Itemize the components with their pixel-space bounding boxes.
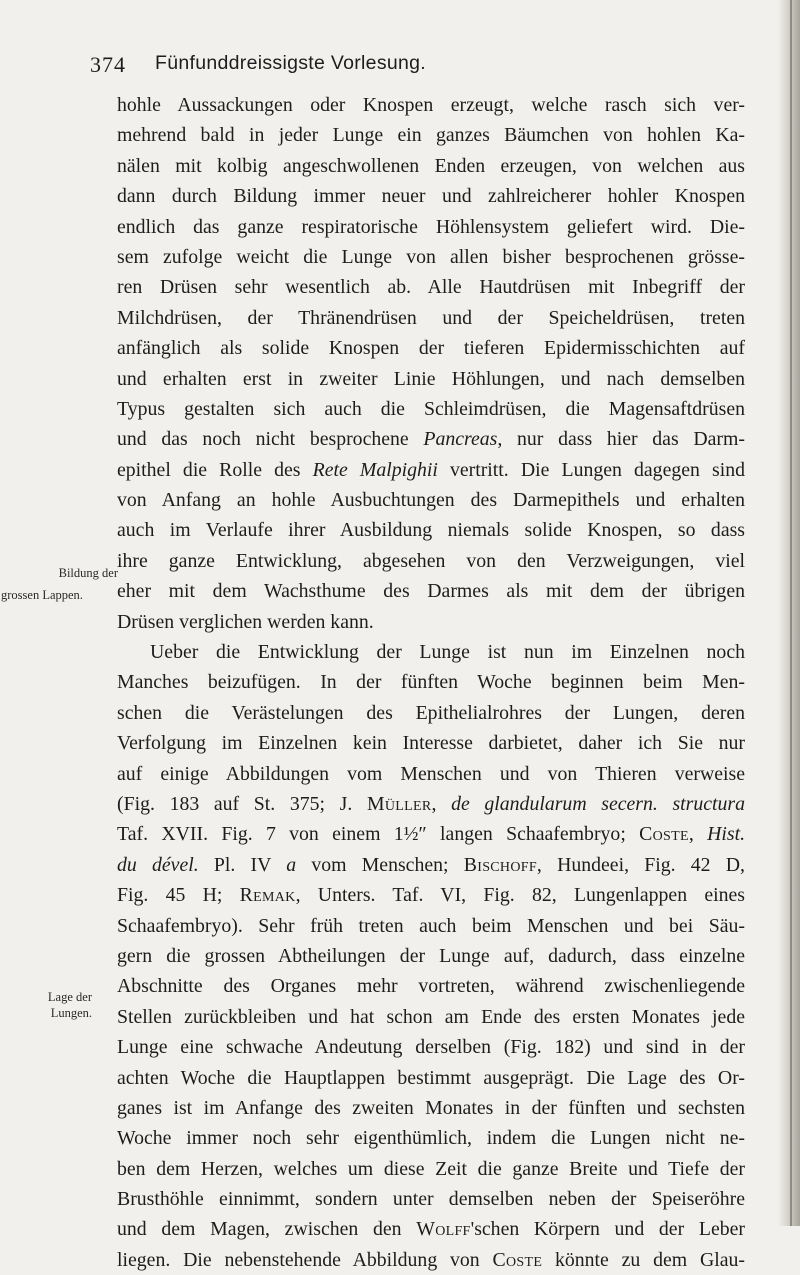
text-segment: eher mit dem Wachsthume des Darmes als mit dem der übrigen — [117, 580, 745, 603]
text-line — [117, 151, 745, 181]
text-segment: gern die grossen Abtheilungen der Lunge auf, dadurch, dass einzelne — [117, 944, 745, 967]
text-segment: , Unters. Taf. VI, Fig. 82, Lungenlappen eines — [295, 884, 745, 907]
text-segment: nälen mit kolbig angeschwollenen Enden erzeugen, von welchen aus — [117, 154, 745, 177]
text-segment: sem zufolge weicht die Lunge von allen bisher besprochenen grösse- — [117, 245, 745, 268]
text-line — [117, 242, 745, 272]
author-name: Müller — [366, 792, 432, 815]
text-line — [117, 1002, 745, 1032]
body-text — [117, 90, 745, 1275]
text-segment: , Hundeei, Fig. 42 D, — [536, 853, 745, 876]
text-line — [117, 759, 745, 789]
text-line — [117, 455, 745, 485]
text-segment: und dem Magen, zwischen den — [117, 1218, 417, 1241]
author-name: Bischoff — [463, 853, 537, 876]
page-number: 374 — [90, 52, 126, 77]
text-segment: 'schen Körpern und der Leber — [470, 1218, 745, 1241]
text-line — [117, 637, 745, 667]
margin-note-lage — [10, 990, 92, 1005]
text-segment: schen die Verästelungen des Epithelialrohres der Lungen, deren — [117, 701, 745, 724]
author-name: Remak — [239, 884, 296, 907]
text-segment: dann durch Bildung immer neuer und zahlreicherer hohler Knospen — [117, 185, 745, 208]
text-segment: Verfolgung im Einzelnen kein Interesse darbietet, daher ich Sie nur — [117, 732, 745, 755]
text-line — [117, 424, 745, 454]
text-segment: , — [431, 792, 452, 815]
text-segment: ganes ist im Anfange des zweiten Monates in der fünften und sechsten — [117, 1096, 745, 1119]
text-segment: achten Woche die Hauptlappen bestimmt ausgeprägt. Die Lage des Or- — [117, 1066, 745, 1089]
text-line — [117, 1093, 745, 1123]
italic-term: Hist. — [707, 823, 746, 846]
italic-term: Rete Malpighii — [312, 458, 438, 481]
author-name: Wolff — [416, 1218, 471, 1241]
text-segment: Pl. IV — [198, 853, 287, 876]
text-segment: ren Drüsen sehr wesentlich ab. Alle Hautdrüsen mit Inbegriff der — [117, 276, 745, 299]
text-segment: mehrend bald in jeder Lunge ein ganzes Bäumchen von hohlen Ka- — [117, 124, 745, 147]
text-line — [117, 90, 745, 120]
text-line — [117, 485, 745, 515]
text-segment: Abschnitte des Organes mehr vortreten, während zwischenliegende — [117, 975, 745, 998]
text-segment: vertritt. Die Lungen dagegen sind — [437, 458, 745, 481]
text-line — [117, 1245, 745, 1275]
text-segment: und das noch nicht besprochene — [117, 428, 424, 451]
margin-note-line: Bildung der — [58, 566, 118, 580]
text-line — [117, 941, 745, 971]
italic-term: Pancreas — [423, 428, 498, 451]
text-line — [117, 515, 745, 545]
text-segment: Ueber die Entwicklung der Lunge ist nun im Einzelnen noch — [150, 641, 745, 664]
text-segment: von Anfang an hohle Ausbuchtungen des Darmepithels und erhalten — [117, 489, 745, 512]
margin-note-bildung — [28, 566, 118, 581]
text-line — [117, 789, 745, 819]
text-line — [117, 394, 745, 424]
text-line — [117, 880, 745, 910]
text-segment: auf einige Abbildungen vom Menschen und von Thieren verweise — [117, 762, 745, 785]
text-segment: vom Menschen; — [296, 853, 464, 876]
text-line — [117, 1123, 745, 1153]
text-line — [117, 698, 745, 728]
text-segment: Brusthöhle einnimmt, sondern unter demselben neben der Speiseröhre — [117, 1188, 745, 1211]
italic-term: a — [286, 853, 297, 876]
text-segment: Fig. 45 H; — [117, 884, 240, 907]
text-line — [117, 1214, 745, 1244]
text-segment: Milchdrüsen, der Thränendrüsen und der Speicheldrüsen, treten — [117, 306, 745, 329]
text-segment: könnte zu dem Glau- — [542, 1248, 745, 1271]
margin-note-bildung-2 — [1, 588, 91, 603]
running-title: Fünfunddreissigste Vorlesung. — [155, 52, 427, 74]
text-segment: endlich das ganze respiratorische Höhlensystem geliefert wird. Die- — [117, 215, 745, 238]
italic-term: du dével. — [117, 853, 199, 876]
text-segment: Manches beizufügen. In der fünften Woche beginnen beim Men- — [117, 671, 745, 694]
text-segment: hohle Aussackungen oder Knospen erzeugt, welche rasch sich ver- — [117, 94, 745, 116]
text-segment: Stellen zurückbleiben und hat schon am Ende des ersten Monates jede — [117, 1005, 745, 1028]
text-line — [117, 576, 745, 606]
text-segment: Woche immer noch sehr eigenthümlich, indem die Lungen nicht ne- — [117, 1127, 745, 1150]
text-line — [117, 303, 745, 333]
text-line — [117, 667, 745, 697]
text-line — [117, 850, 745, 880]
text-line — [117, 1063, 745, 1093]
margin-note-line: Lungen. — [50, 1006, 92, 1020]
text-line — [117, 364, 745, 394]
text-segment: auch im Verlaufe ihrer Ausbildung niemals solide Knospen, so dass — [117, 519, 745, 542]
text-segment: anfänglich als solide Knospen der tieferen Epidermisschichten auf — [117, 337, 745, 360]
text-segment: , nur dass hier das Darm- — [497, 428, 745, 451]
text-segment: Schaafembryo). Sehr früh treten auch beim Menschen und bei Säu- — [117, 914, 745, 937]
text-segment: (Fig. 183 auf St. 375; J. — [117, 792, 367, 815]
text-line — [117, 1032, 745, 1062]
text-segment: ihre ganze Entwicklung, abgesehen von den Verzweigungen, viel — [117, 549, 745, 572]
italic-term: de glandularum secern. structura — [451, 792, 746, 815]
text-segment: Taf. XVII. Fig. 7 von einem 1½″ langen Schaafembryo; — [117, 823, 640, 846]
text-line — [117, 546, 745, 576]
text-line — [117, 212, 745, 242]
text-line — [117, 333, 745, 363]
text-segment: Typus gestalten sich auch die Schleimdrüsen, die Magensaftdrüsen — [117, 397, 745, 420]
text-line — [117, 607, 745, 637]
text-segment: , — [688, 823, 708, 846]
text-line — [117, 272, 745, 302]
page-edge-line — [790, 0, 792, 1226]
page-header — [0, 52, 800, 78]
text-line — [117, 911, 745, 941]
text-line — [117, 1184, 745, 1214]
text-line — [117, 120, 745, 150]
text-line — [117, 971, 745, 1001]
text-line — [117, 1154, 745, 1184]
author-name: Coste — [492, 1248, 543, 1271]
margin-note-line: Lage der — [47, 990, 92, 1004]
text-segment: Drüsen verglichen werden kann. — [117, 610, 374, 633]
text-line — [117, 181, 745, 211]
text-segment: ben dem Herzen, welches um diese Zeit die ganze Breite und Tiefe der — [117, 1157, 745, 1180]
author-name: Coste — [639, 823, 689, 846]
text-segment: Lunge eine schwache Andeutung derselben (Fig. 182) und sind in der — [117, 1036, 745, 1059]
margin-note-line: grossen Lappen. — [1, 588, 83, 602]
text-line — [117, 819, 745, 849]
page-edge — [778, 0, 800, 1226]
text-segment: epithel die Rolle des — [117, 458, 313, 481]
margin-note-lage-2 — [10, 1006, 92, 1021]
text-segment: und erhalten erst in zweiter Linie Höhlungen, und nach demselben — [117, 367, 745, 390]
text-segment: liegen. Die nebenstehende Abbildung von — [117, 1248, 493, 1271]
text-line — [117, 728, 745, 758]
